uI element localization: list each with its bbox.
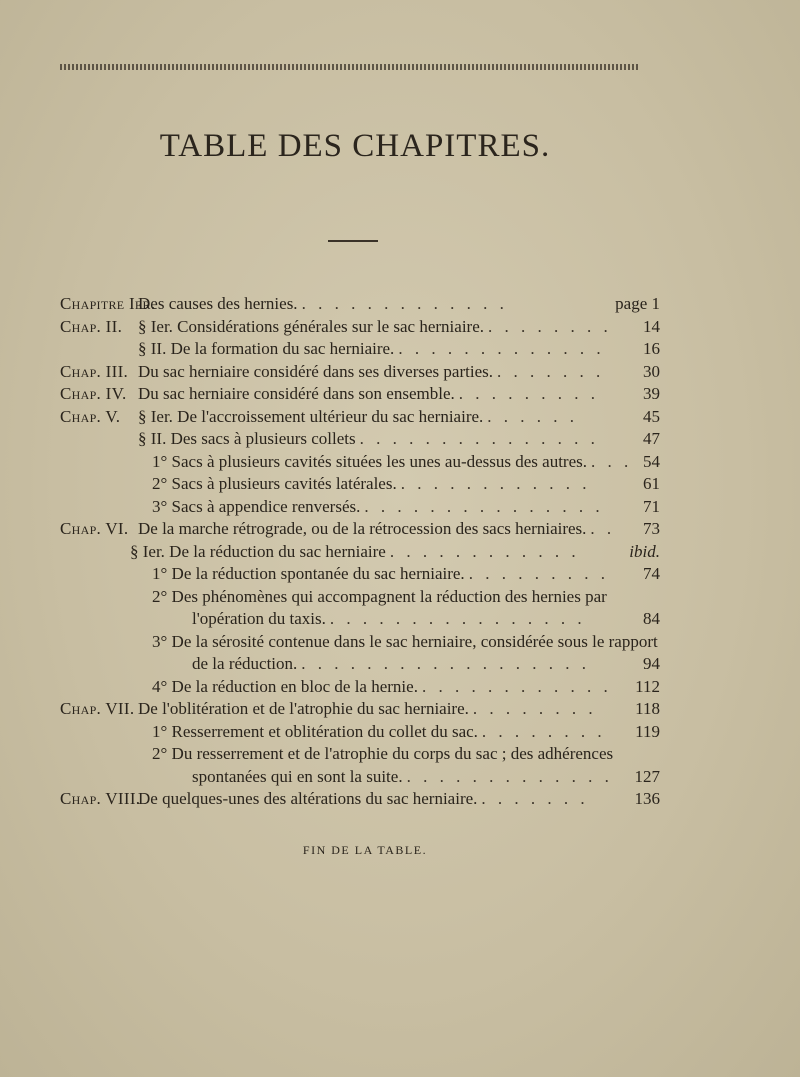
footer-text: FIN DE LA TABLE. [302, 843, 428, 857]
toc-entry [60, 653, 660, 676]
toc-page-number: page 1 [615, 294, 660, 313]
toc-leader-dots: . . . . . . . . . . . . . . . [359, 429, 599, 448]
toc-entry [60, 473, 660, 496]
toc-entry-title: 2° Du resserrement et de l'atrophie du corps du sac ; des adhérences [152, 744, 614, 763]
toc-page-number: 71 [643, 496, 660, 516]
toc-leader-dots: . . . [591, 451, 633, 471]
toc-chapter-label: Chap. VIII. [60, 789, 141, 808]
toc-entry-title: 1° Resserrement et oblitération du collet du sac. [152, 721, 478, 741]
toc-page-number: 54 [643, 451, 660, 471]
toc-page-number: 16 [643, 339, 660, 358]
toc-page-number: 47 [643, 429, 660, 448]
toc-entry-title: De la marche rétrograde, ou de la rétrocession des sacs herniaires. [138, 519, 587, 538]
toc-entry [60, 496, 660, 519]
toc-page-number: 127 [634, 766, 660, 786]
toc-leader-dots: . . . . . . . [496, 361, 605, 381]
toc-leader-dots: . . . . . . . . [472, 699, 597, 718]
page-title: TABLE DES CHAPITRES. [159, 128, 551, 164]
toc-entry-title: De quelques-unes des altérations du sac herniaire. [138, 789, 478, 808]
toc-leader-dots: . . . . . . . [481, 789, 589, 808]
toc-entry [60, 743, 660, 766]
toc-page-number: 94 [643, 654, 660, 673]
toc-leader-dots: . . . . . . . . . [468, 564, 609, 583]
toc-entry-title: de la réduction. [192, 654, 298, 673]
toc-entry [60, 406, 660, 429]
toc-entry-title: § II. De la formation du sac herniaire. [138, 339, 395, 358]
toc-entry-title: § Ier. De l'accroissement ultérieur du sac herniaire. [138, 406, 484, 426]
toc-entry [60, 563, 660, 586]
toc-entry [60, 361, 660, 384]
toc-entry [60, 698, 660, 721]
toc-entry-title: 4° De la réduction en bloc de la hernie. [152, 676, 418, 696]
toc-entry [60, 586, 660, 609]
toc-page-number: 118 [635, 699, 660, 718]
toc-entry [60, 721, 660, 744]
toc-entry-title: § Ier. De la réduction du sac herniaire [130, 541, 386, 561]
toc-leader-dots: . . . . . . . . . . . . [421, 676, 612, 696]
toc-entry [60, 788, 660, 811]
toc-entry-title: l'opération du taxis. [192, 609, 326, 628]
toc-chapter-label: Chap. VII. [60, 699, 135, 718]
toc-leader-dots: . . . . . . . . . . . . [389, 541, 580, 561]
toc-page-number: 45 [643, 406, 660, 426]
toc-entry [60, 676, 660, 699]
toc-entry-title: 3° De la sérosité contenue dans le sac herniaire, considérée sous le rapport [152, 631, 658, 651]
toc-leader-dots: . . . . . . . . . . . . . . . . . . [301, 654, 591, 673]
toc-leader-dots: . . . . . . . . . . . . . [406, 766, 613, 786]
toc-entry-title: 1° De la réduction spontanée du sac herniaire. [152, 564, 465, 583]
toc-leader-dots: . . . . . . . . [488, 316, 612, 336]
toc-page-number: 119 [635, 721, 660, 741]
toc-entry-title: § II. Des sacs à plusieurs collets [138, 429, 356, 448]
toc-entry [60, 428, 660, 451]
toc-leader-dots: . . . . . . . . [481, 721, 606, 741]
toc-page-number: 14 [643, 316, 660, 336]
toc-leader-dots: . . . . . . . . . . . . . [301, 294, 508, 313]
toc-entry-title: De l'oblitération et de l'atrophie du sac herniaire. [138, 699, 469, 718]
toc-entry-title: § Ier. Considérations générales sur le sac herniaire. [138, 316, 485, 336]
toc-chapter-label: Chap. IV. [60, 384, 127, 403]
toc-entry [60, 541, 660, 564]
toc-leader-dots: . . . . . . [487, 406, 579, 426]
toc-leader-dots: . . [590, 519, 616, 538]
toc-entry [60, 293, 660, 316]
title-divider [328, 240, 378, 242]
toc-page-number: ibid. [629, 541, 660, 561]
ornament-rule [60, 64, 640, 70]
toc-entry-title: Des causes des hernies. [138, 294, 298, 313]
toc-page-number: 30 [643, 361, 660, 381]
toc-entry [60, 338, 660, 361]
toc-leader-dots: . . . . . . . . . . . . . [398, 339, 605, 358]
toc-entry-title: 2° Sacs à plusieurs cavités latérales. [152, 474, 397, 493]
toc-entry-title: spontanées qui en sont la suite. [192, 766, 403, 786]
toc-entry-title: Du sac herniaire considéré dans ses diverses parties. [138, 361, 493, 381]
toc-entry [60, 451, 660, 474]
toc-entry [60, 383, 660, 406]
toc-entry [60, 518, 660, 541]
toc-entry-title: 1° Sacs à plusieurs cavités situées les unes au-dessus des autres. [152, 451, 588, 471]
toc-entry-title: 3° Sacs à appendice renversés. [152, 496, 361, 516]
toc-entry [60, 631, 660, 654]
toc-page-number: 39 [643, 384, 660, 403]
toc-entry-title: Du sac herniaire considéré dans son ensemble. [138, 384, 455, 403]
toc-entry-title: 2° Des phénomènes qui accompagnent la réduction des hernies par [152, 586, 607, 606]
toc-entry [60, 766, 660, 789]
toc-page-number: 61 [643, 474, 660, 493]
toc-chapter-label: Chap. III. [60, 361, 129, 381]
toc-leader-dots: . . . . . . . . . [458, 384, 599, 403]
toc-chapter-label: Chap. II. [60, 316, 123, 336]
toc-page-number: 112 [635, 676, 660, 696]
toc-chapter-label: Chapitre Ier. [60, 294, 156, 313]
toc-page-number: 73 [643, 519, 660, 538]
table-of-contents [60, 293, 660, 811]
toc-entry [60, 316, 660, 339]
toc-chapter-label: Chap. VI. [60, 519, 129, 538]
toc-entry [60, 608, 660, 631]
toc-leader-dots: . . . . . . . . . . . . . . . [364, 496, 604, 516]
toc-page-number: 74 [643, 564, 660, 583]
toc-chapter-label: Chap. V. [60, 406, 121, 426]
toc-leader-dots: . . . . . . . . . . . . [400, 474, 591, 493]
toc-page-number: 136 [634, 789, 660, 808]
toc-page-number: 84 [643, 609, 660, 628]
toc-leader-dots: . . . . . . . . . . . . . . . . [329, 609, 586, 628]
